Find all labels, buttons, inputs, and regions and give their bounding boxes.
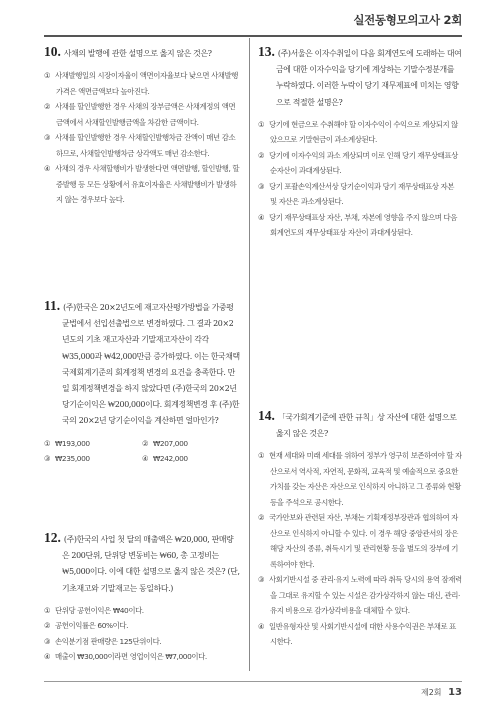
option-1[interactable]: ① 현재 세대와 미래 세대를 위하여 정부가 영구히 보존하여야 할 자산으로서 역사적, 자연적, 문화적, 교육적 및 예술적으로 중요한 가치를 갖는 자산은 자산으로 인식하지 아니하고 그 종류와 현황 등을 주석으로 공시한다. xyxy=(258,451,462,507)
option-1[interactable]: ① 사채발행일의 시장이자율이 액면이자율보다 낮으면 사채발행가격은 액면금액보다 높아진다. xyxy=(44,71,239,96)
column-divider xyxy=(249,38,250,671)
option-3[interactable]: ③ ₩235,000 xyxy=(44,454,90,464)
option-3[interactable]: ③ 사회기반시설 중 관리·유지 노력에 따라 취득 당시의 용역 잠재력을 그대로 유지할 수 있는 시설은 감가상각하지 않는 대신, 관리·유지 비용으로 감가상각비용을 대체할 수 있다. xyxy=(258,575,462,616)
option-1[interactable]: ① 당기에 현금으로 수취해야 할 이자수익이 수익으로 계상되지 않았으므로 기말현금이 과소계상된다. xyxy=(258,119,458,145)
question-stem: 14. 「국가회계기준에 관한 규칙」상 자산에 대한 설명으로 옳지 않은 것은? xyxy=(258,408,457,439)
option-1[interactable]: ① 단위당 공헌이익은 ₩40이다. xyxy=(44,605,144,615)
option-4[interactable]: ④ 사채의 경우 사채할행비가 발생한다면 액면발행, 할인발행, 할증발행 등 모든 상황에서 유효이자율은 사채발행비가 발생하지 않는 경우보다 높다. xyxy=(44,164,240,205)
question-number: 12. xyxy=(44,530,61,545)
question-12 xyxy=(44,530,240,665)
header-rule xyxy=(44,35,462,37)
question-number: 10. xyxy=(44,44,61,59)
option-2[interactable]: ② ₩207,000 xyxy=(142,438,188,448)
option-2[interactable]: ② 공헌이익률은 60%이다. xyxy=(44,621,129,631)
question-stem: 11. (주)한국은 20×2년도에 재고자산평가방법을 가중평균법에서 선입선출법으로 변경하였다. 그 결과 20×2년도의 기초 재고자산과 기말재고자산이 각각 ₩35,000과 ₩42,000만큼 증가하였다. 이는 한국채택국제회계기준의 회계정책 변경의 요건을 충족한다. 만일 회계정책변경을 하지 않았다면 (주)한국의 20×2년 당기순이익은 ₩200,000이다. 회계정책변경 후 (주)한국의 20×2년 당기순이익을 계산하면 얼마인가? xyxy=(44,298,240,426)
question-stem: 10. 사채의 발행에 관한 설명으로 옳지 않은 것은? xyxy=(44,44,212,59)
question-stem: 13. (주)서울은 이자수취일이 다음 회계연도에 도래하는 대여금에 대한 이자수익을 당기에 계상하는 기말수정분개를 누락하였다. 이러한 누락이 당기 재무제표에 미치는 영향으로 적절한 설명은? xyxy=(258,44,462,107)
question-11 xyxy=(44,298,240,467)
footer-round-label: 제2회 xyxy=(420,688,442,697)
option-4[interactable]: ④ 매출이 ₩30,000이라면 영업이익은 ₩7,000이다. xyxy=(44,652,207,662)
option-list xyxy=(44,603,240,665)
option-4[interactable]: ④ 일반유형자산 및 사회기반시설에 대한 사용수익권은 부채로 표시한다. xyxy=(258,621,456,647)
question-10 xyxy=(44,44,240,208)
option-4[interactable]: ④ ₩242,000 xyxy=(142,454,188,464)
question-number: 14. xyxy=(258,408,275,423)
option-3[interactable]: ③ 사채를 할인발행한 경우 사채할인발행차금 잔액이 매년 감소하므로, 사채할인발행차금 상각액도 매년 감소한다. xyxy=(44,133,236,158)
option-list xyxy=(258,448,462,650)
page-number: 13 xyxy=(448,687,462,698)
option-3[interactable]: ③ 손익분기점 판매량은 125단위이다. xyxy=(44,636,162,646)
option-list xyxy=(258,117,462,241)
question-number: 13. xyxy=(258,44,275,59)
option-4[interactable]: ④ 당기 재무상태표상 자산, 부채, 자본에 영향을 주지 않으며 다음 회계연도의 재무상태표상 자산이 과대계상된다. xyxy=(258,212,457,238)
footer-rule xyxy=(44,681,462,682)
page-footer xyxy=(421,687,462,698)
option-1[interactable]: ① ₩193,000 xyxy=(44,438,90,448)
option-list xyxy=(44,68,240,208)
question-number: 11. xyxy=(44,298,61,313)
option-2[interactable]: ② 당기에 이자수익의 과소 계상되며 이로 인해 당기 재무상태표상 순자산이 과대계상된다. xyxy=(258,150,458,176)
option-2[interactable]: ② 사채를 할인발행한 경우 사채의 장부금액은 사채계정의 액면금액에서 사채할인발행금액을 차감한 금액이다. xyxy=(44,102,236,127)
question-14 xyxy=(258,408,462,650)
option-3[interactable]: ③ 당기 포괄손익계산서상 당기순이익과 당기 재무상태표상 자본 및 자산은 과소계상된다. xyxy=(258,181,454,207)
option-2[interactable]: ② 국가안보와 관련된 자산, 부채는 기획재정부장관과 협의하여 자산으로 인식하지 아니할 수 있다. 이 경우 해당 중앙관서의 장은 해당 자산의 종류, 취득시기 및 관리현황 등을 별도의 장부에 기록하여야 한다. xyxy=(258,513,458,569)
option-list xyxy=(44,436,240,467)
question-stem: 12. (주)한국의 사업 첫 달의 매출액은 ₩20,000, 판매량은 200단위, 단위당 변동비는 ₩60, 총 고정비는 ₩5,000이다. 이에 대한 설명으로 옳지 않은 것은? (단, 기초재고와 기말재고는 동일하다.) xyxy=(44,530,240,593)
question-13 xyxy=(258,44,462,241)
page-header-title: 실전동형모의고사 2회 xyxy=(353,13,462,27)
